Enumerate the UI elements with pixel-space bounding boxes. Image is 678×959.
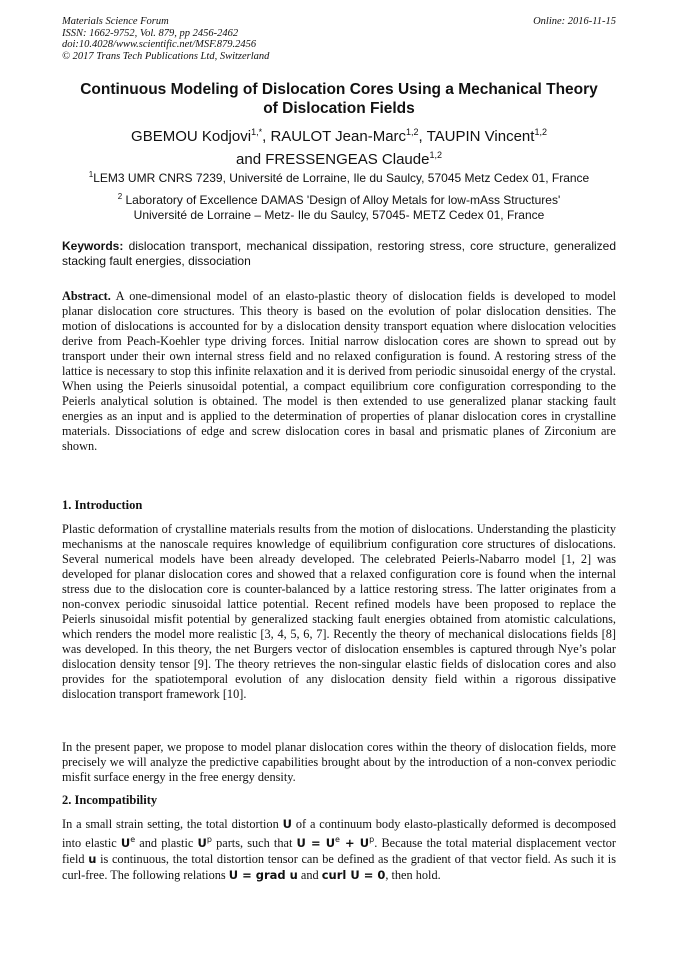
section-heading-incompatibility: 2. Incompatibility (62, 793, 158, 807)
journal-name: Materials Science Forum (62, 16, 169, 27)
author: FRESSENGEAS Claude (265, 151, 430, 168)
issn: ISSN: 1662-9752, Vol. 879, pp 2456-2462 (62, 27, 239, 39)
affiliation-1: $^1$LEM3 UMR CNRS 7239, Université de Lorraine, Ile du Saulcy, 57045 Metz Cedex 01, France (88, 170, 590, 185)
author: RAULOT Jean-Marc (270, 128, 407, 145)
doi: doi:10.4028/www.scientific.net/MSF.879.2456 (62, 39, 257, 50)
paper-title: Continuous Modeling of Dislocation Cores Using a Mechanical Theory of Dislocation Fields (80, 81, 598, 117)
intro-paragraph-1: Plastic deformation of crystalline materials results from the motion of dislocations. Understanding the plasticity mechanisms at the nanoscale requires knowledge of equilibrium configuration core structures of dislocations. Several numerical models have been already developed. The celebrated Peierls-Nabarro model [1, 2] was developed for planar dislocation cores and showed that a relaxed configuration core is found when the internal stress due to the dislocation core is counter-balanced by a lattice restoring stress. The latter originates from a non-convex periodic sinusoidal lattice potential. Recent refined models have been proposed to replace the Peierls sinusoidal misfit potential by generalized stacking fault energies obtained from atomistic calculations, which renders the model more realistic [3, 4, 5, 6, 7]. Recently the theory of mechanical dislocations fields [8] was developed. In this theory, the net Burgers vector of dislocation ensembles is captured through Nye’s polar dislocation density tensor [9]. The theory retrieves the non-singular elastic fields of dislocation cores and also provides for the spatiotemporal evolution of any dislocation density field within a rigorous dissipative dislocation transport framework [10]. (62, 522, 616, 701)
equation-decomposition: $U = U^e + U^p$ (296, 835, 375, 850)
copyright: © 2017 Trans Tech Publications Ltd, Switzerland (62, 50, 270, 62)
section-heading-introduction: 1. Introduction (62, 498, 143, 512)
intro-paragraph-2: In the present paper, we propose to model planar dislocation cores within the theory of dislocation fields, more precisely we will analyze the predictive capabilities brought about by the introduction of a non-convex periodic misfit surface energy in the free energy density. (62, 740, 616, 784)
abstract: Abstract. A one-dimensional model of an elasto-plastic theory of dislocation fields is developed to model planar dislocation core structures. This theory is based on the evolution of polar dislocation densities. The motion of dislocations is accounted for by a dislocation density transport equation where dislocation velocities derive from Peach-Koehler type driving forces. Initial narrow dislocation cores are shown to spread out by transport under their own internal stress field and no relaxed configuration is found. A restoring stress of the lattice is necessary to stop this infinite relaxation and it is derived from periodic sinusoidal energy of the crystal. When using the Peierls sinusoidal potential, a compact equilibrium core configuration corresponding to the Peierls analytical solution is obtained. The model is then extended to use generalized planar stacking fault energies as an input and is applied to the determination of properties of planar dislocation cores in crystalline materials. Dissociations of edge and screw dislocation cores in basal and prismatic planes of Zirconium are shown. (62, 289, 616, 453)
keywords: Keywords: dislocation transport, mechanical dissipation, restoring stress, core structure, generalized stacking fault energies, dissociation (62, 239, 616, 268)
equation-curl: curl U = 0 (321, 867, 386, 882)
equation-grad: U = grad u (228, 867, 298, 882)
author-list: GBEMOU Kodjovi$^{1,*}$, RAULOT Jean-Marc$^{1,2}$, TAUPIN Vincent$^{1,2}$ and FRESSENGEAS Claude$^{1,2}$ (131, 127, 547, 168)
abstract-label: Abstract. (62, 289, 111, 303)
author: TAUPIN Vincent (426, 128, 535, 145)
affiliation-2: $^2$ Laboratory of Excellence DAMAS 'Design of Alloy Metals for low-mAss Structures' Université de Lorraine – Metz- Ile du Saulcy, 57045- METZ Cedex 01, France (117, 192, 561, 222)
journal-header (62, 16, 616, 62)
online-date: Online: 2016-11-15 (533, 16, 616, 27)
incompatibility-paragraph: In a small strain setting, the total distortion U of a continuum body elasto-plastically deformed is decomposed into elastic $U^e$ and plastic $U^p$ parts, such that $U = U^e + U^p$. Because the total material displacement vector field u is continuous, the total distortion tensor can be defined as the gradient of that vector field. As such it is curl-free. The following relations U = grad u and curl U = 0, then hold. (62, 817, 617, 882)
keywords-label: Keywords: (62, 239, 124, 253)
author: GBEMOU Kodjovi (131, 128, 252, 145)
